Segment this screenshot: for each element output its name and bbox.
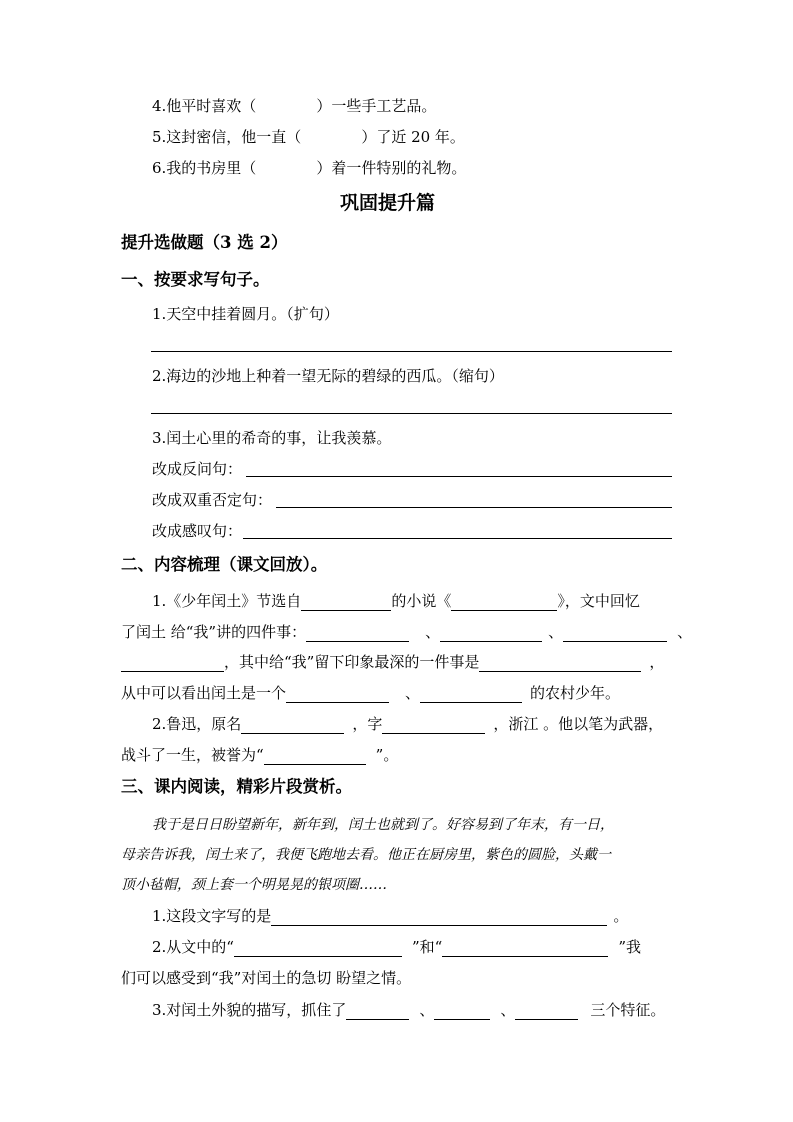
answer-line[interactable] xyxy=(151,351,672,352)
text: 2.从文中的“ xyxy=(152,938,234,956)
text: ”我 xyxy=(618,938,641,956)
text: ”和“ xyxy=(411,938,443,956)
fill-blank[interactable] xyxy=(306,625,409,642)
fill-blank[interactable] xyxy=(301,594,391,611)
fill-blank[interactable] xyxy=(241,717,344,734)
part3-q3 xyxy=(152,1000,665,1020)
part1-item2: 2.海边的沙地上种着一望无际的碧绿的西瓜。（缩句） xyxy=(152,367,504,385)
rewrite-question-label: 改成反问句： xyxy=(152,460,243,478)
fill-blank[interactable] xyxy=(479,655,641,672)
answer-line[interactable] xyxy=(246,476,672,477)
separator: 、 xyxy=(425,623,441,641)
section-title: 巩固提升篇 xyxy=(340,192,436,214)
text: ”。 xyxy=(375,746,399,764)
fill-blank[interactable] xyxy=(234,940,402,957)
fill-blank[interactable] xyxy=(442,940,608,957)
text: 的小说《 xyxy=(391,592,452,610)
fill-blank[interactable] xyxy=(451,594,557,611)
separator: 、 xyxy=(677,623,693,641)
fill-blank[interactable] xyxy=(434,1003,490,1020)
text: 1.《少年闰土》节选自 xyxy=(152,592,302,610)
fill-blank[interactable] xyxy=(515,1003,578,1020)
subtitle: 提升选做题（3 选 2） xyxy=(121,233,288,252)
rewrite-double-negative-label: 改成双重否定句： xyxy=(152,491,273,509)
answer-line[interactable] xyxy=(276,507,672,508)
part2-p1-line2 xyxy=(121,622,692,642)
part3-heading: 三、课内阅读，精彩片段赏析。 xyxy=(121,777,352,796)
passage-line-3: 顶小毡帽，颈上套一个明晃晃的银项圈…… xyxy=(121,877,387,893)
text: 1.这段文字写的是 xyxy=(152,907,272,925)
part2-p2-line1 xyxy=(152,714,663,734)
separator: 、 xyxy=(548,623,564,641)
fill-blank[interactable] xyxy=(121,655,224,672)
text: 的农村少年。 xyxy=(530,684,621,702)
part3-q2-line2: 们可以感受到“我”对闰土的急切 盼望之情。 xyxy=(121,969,412,987)
text: 战斗了一生，被誉为“ xyxy=(121,746,264,764)
passage-line-2: 母亲告诉我，闰土来了，我便飞跑地去看。他正在厨房里，紫色的圆脸，头戴一 xyxy=(121,847,611,863)
part1-item1: 1.天空中挂着圆月。（扩句） xyxy=(152,305,339,323)
text: ，其中给“我”留下印象最深的一件事是 xyxy=(224,653,480,671)
fill-blank[interactable] xyxy=(271,909,607,926)
text: ， xyxy=(649,653,665,671)
text: 》，文中回忆 xyxy=(557,592,640,610)
passage-line-1: 我于是日日盼望新年，新年到，闰土也就到了。好容易到了年末，有一日， xyxy=(152,817,614,833)
fill-blank[interactable] xyxy=(382,717,485,734)
part2-p1-line4 xyxy=(121,683,620,703)
separator: 、 xyxy=(500,1001,516,1019)
item-6: 6.我的书房里（ ）着一件特别的礼物。 xyxy=(152,159,467,177)
fill-blank[interactable] xyxy=(420,686,522,703)
separator: 、 xyxy=(419,1001,435,1019)
fill-blank[interactable] xyxy=(264,748,366,765)
rewrite-exclamation-label: 改成感叹句： xyxy=(152,522,243,540)
answer-line[interactable] xyxy=(151,413,672,414)
fill-blank[interactable] xyxy=(563,625,667,642)
text: ，浙江 。他以笔为武器， xyxy=(493,715,664,733)
text: 从中可以看出闰土是一个 xyxy=(121,684,287,702)
part3-q2-line1 xyxy=(152,937,641,957)
text: 。 xyxy=(613,907,629,925)
fill-blank[interactable] xyxy=(286,686,389,703)
part3-q1 xyxy=(152,906,628,926)
item-4: 4.他平时喜欢（ ）一些手工艺品。 xyxy=(152,97,437,115)
part2-heading: 二、内容梳理（课文回放）。 xyxy=(121,555,328,574)
item-5: 5.这封密信，他一直（ ）了近 20 年。 xyxy=(152,128,465,146)
text: 3.对闰土外貌的描写，抓住了 xyxy=(152,1001,347,1019)
separator: 、 xyxy=(405,684,421,702)
text: 了闰土 给“我”讲的四件事： xyxy=(121,623,307,641)
text: 三个特征。 xyxy=(590,1001,666,1019)
text: 2.鲁迅，原名 xyxy=(152,715,242,733)
part2-p1-line3 xyxy=(121,652,664,672)
text: ，字 xyxy=(352,715,383,733)
part1-heading: 一、按要求写句子。 xyxy=(121,270,270,289)
part1-item3: 3.闰土心里的希奇的事，让我羡慕。 xyxy=(152,429,392,447)
fill-blank[interactable] xyxy=(346,1003,409,1020)
part2-p1-line1 xyxy=(152,591,640,611)
part2-p2-line2 xyxy=(121,745,398,765)
answer-line[interactable] xyxy=(243,538,672,539)
fill-blank[interactable] xyxy=(440,625,542,642)
